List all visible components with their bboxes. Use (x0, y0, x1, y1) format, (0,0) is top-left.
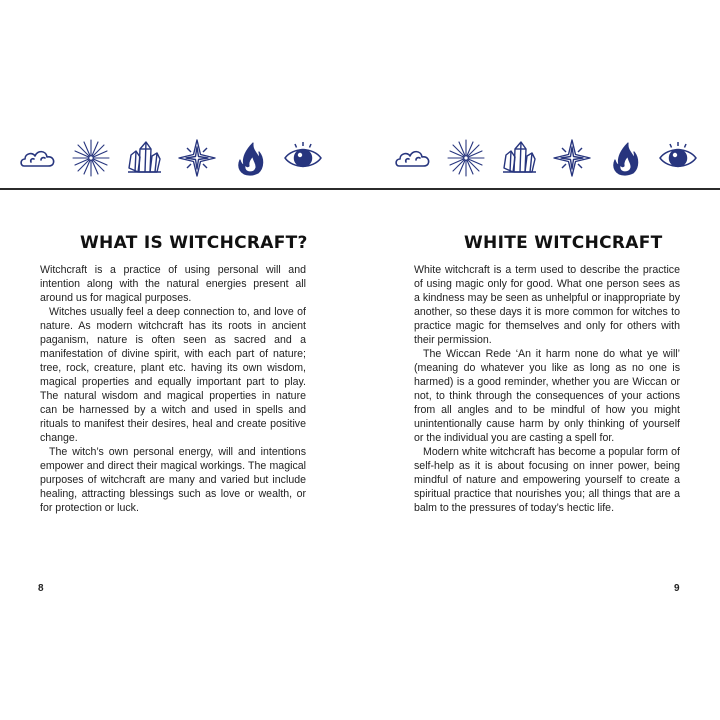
paragraph: The witch’s own personal energy, will and intentions empower and direct their magical workings. The magical purposes of witchcraft are many and varied but include healing, attracting blessings such as love or wealth, or for protection or luck. (40, 446, 306, 514)
paragraph: White witchcraft is a term used to describe the practice of using magic only for good. What one person sees as a kindness may be seen as unhelpful or inappropriate by another, so these days it is more common for witches to practice magic for themselves and only for others with their permission. (414, 264, 680, 346)
body-text (414, 263, 680, 515)
paragraph: Witches usually feel a deep connection to, and love of nature. As modern witchcraft has its roots in ancient paganism, nature is often seen as sacred and a manifestation of divine spirit, with each part of nature; tree, rock, creature, plant etc. having its own wisdom, magical properties and equally important part to play. The natural wisdom and magical properties in nature can be harnessed by a witch and used in spells and rituals to manifest their desires, heal and create positive change. (40, 306, 306, 444)
body-text (40, 263, 306, 515)
eye-icon (658, 138, 698, 178)
eye-icon (283, 138, 323, 178)
four-point-star-icon (552, 138, 592, 178)
page-number: 8 (38, 583, 44, 594)
crystals-icon (499, 138, 539, 178)
icon-row (18, 138, 336, 178)
paragraph: Modern white witchcraft has become a popular form of self-help as it is about focusing on inner power, being mindful of nature and empowering yourself to create a spiritual practice that nourishes you; all things that are a balm to the pressures of today’s hectic life. (414, 446, 680, 514)
icon-row (393, 138, 711, 178)
page-number: 9 (674, 583, 680, 594)
page-title: WHAT IS WITCHCRAFT? (80, 233, 308, 253)
paragraph: The Wiccan Rede ‘An it harm none do what ye will’ (meaning do whatever you like as long as no one is harmed) is a good reminder, whether you are Wiccan or not, to think through the consequences of your actions from all angles and to be mindful of how you might unintentionally cause harm by only thinking of yourself or the individual you are casting a spell for. (414, 348, 680, 444)
starburst-icon (71, 138, 111, 178)
cloud-icon (393, 138, 433, 178)
crystals-icon (124, 138, 164, 178)
header-rule (360, 188, 720, 190)
header-rule (0, 188, 360, 190)
starburst-icon (446, 138, 486, 178)
four-point-star-icon (177, 138, 217, 178)
page-title: WHITE WITCHCRAFT (464, 233, 663, 253)
paragraph: Witchcraft is a practice of using personal will and intention along with the natural energies present all around us for magical purposes. (40, 264, 306, 304)
right-page (360, 0, 720, 720)
flame-icon (605, 138, 645, 178)
flame-icon (230, 138, 270, 178)
cloud-icon (18, 138, 58, 178)
